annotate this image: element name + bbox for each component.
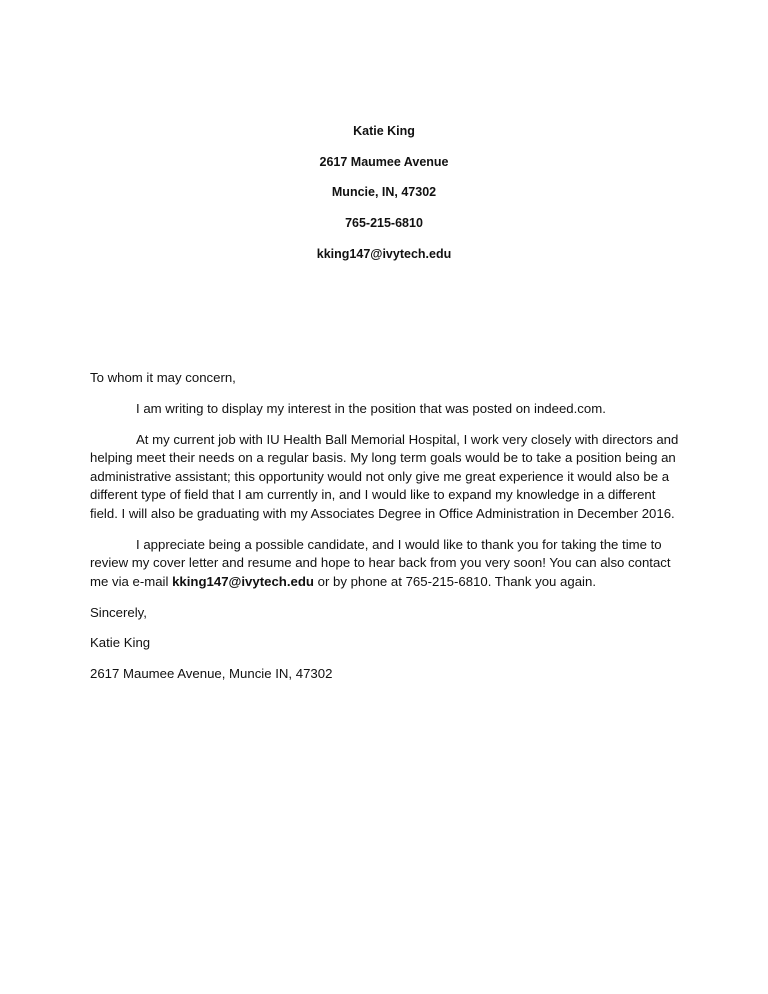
- sender-name: Katie King: [353, 124, 415, 138]
- signature: Katie King: [90, 635, 151, 651]
- letter-body: [90, 369, 680, 696]
- sender-email: kking147@ivytech.edu: [316, 246, 452, 261]
- sender-city-state-zip: Muncie, IN, 47302: [331, 185, 437, 200]
- paragraph-thanks-phone: or by phone at 765-215-6810. Thank you again.: [313, 573, 596, 589]
- salutation: To whom it may concern,: [90, 370, 236, 385]
- paragraph-thanks-text: I appreciate being a possible candidate, and I would like to thank you for taking the time to review my cover letter and resume and hope to hear back from you very soon! You can also contact me via e-mail: [90, 536, 671, 589]
- paragraph-interest: I am writing to display my interest in the position that was posted on indeed.com.: [136, 400, 606, 416]
- paragraph-experience: At my current job with IU Health Ball Memorial Hospital, I work very closely with directors and helping meet their needs on a regular basis. My long term goals would be to take a position being an administrative assistant; this opportunity would not only give me great experience it would also be a different type of field that I am currently in, and I would like to expand my knowledge in a different field. I will also be graduating with my Associates Degree in Office Administration in December 2016.: [90, 431, 679, 521]
- sender-street: 2617 Maumee Avenue: [319, 154, 449, 169]
- paragraph-thanks: [90, 536, 680, 592]
- footer-address: 2617 Maumee Avenue, Muncie IN, 47302: [90, 666, 333, 682]
- contact-header: [0, 121, 768, 274]
- closing: Sincerely,: [90, 604, 147, 620]
- contact-email-inline: kking147@ivytech.edu: [172, 573, 314, 589]
- sender-phone: 765-215-6810: [345, 216, 423, 231]
